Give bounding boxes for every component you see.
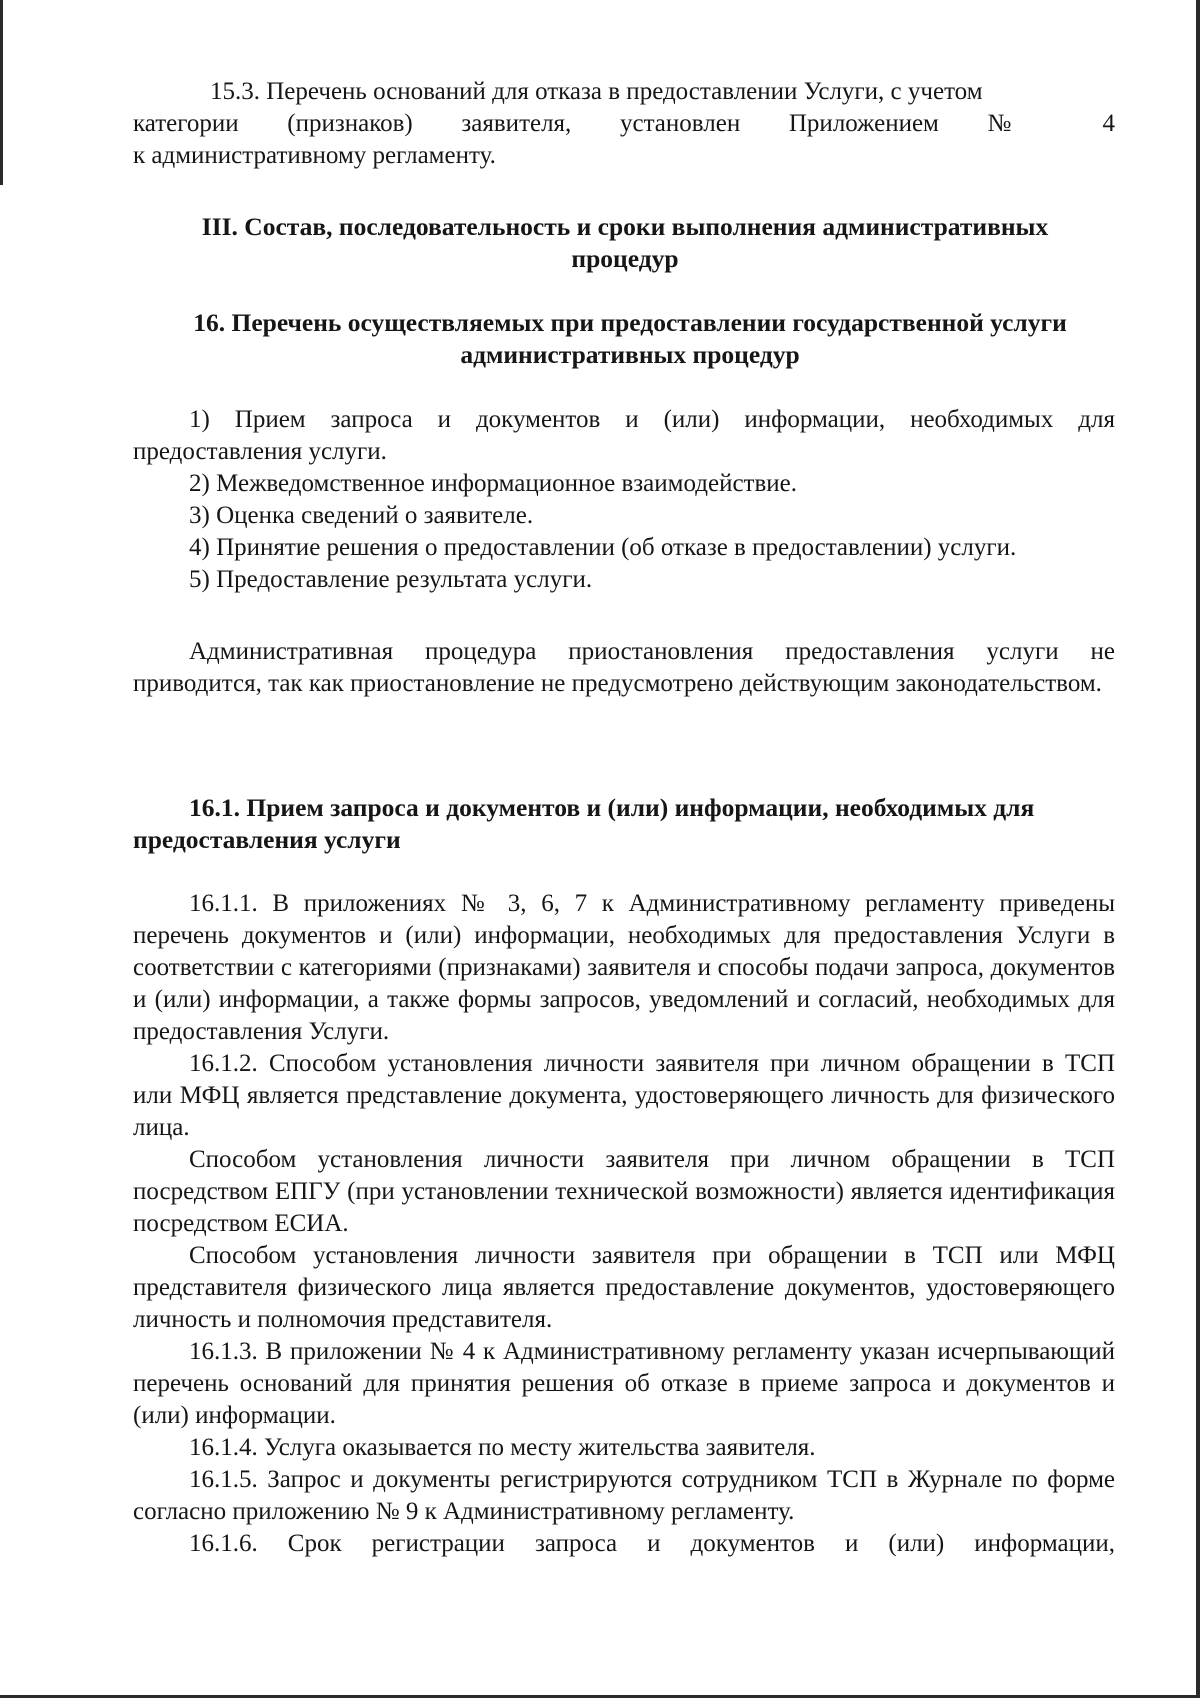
paragraph-16-1-5: 16.1.5. Запрос и документы регистрируются сотрудником ТСП в Журнале по форме согласно приложению № 9 к Административному регламенту. [133, 1466, 1115, 1525]
paragraph-16-1-2: 16.1.2. Способом установления личности заявителя при личном обращении в ТСП или МФЦ является представление документа, удостоверяющего личность для физического лица. [133, 1050, 1115, 1141]
paragraph-representative: Способом установления личности заявителя при обращении в ТСП или МФЦ представителя физического лица является предоставление документов, удостоверяющего личность и полномочия представителя. [133, 1242, 1115, 1333]
procedure-item-5: 5) Предоставление результата услуги. [189, 566, 593, 593]
section-16-heading: 16. Перечень осуществляемых при предоставлении государственной услуги административных процедур [193, 308, 1067, 369]
suspension-note: Административная процедура приостановления предоставления услуги не приводится, так как приостановление не предусмотрено действующим законодательством. [133, 638, 1115, 697]
paragraph-15-3 [133, 76, 1115, 172]
paragraph-16-1-3: 16.1.3. В приложении № 4 к Административному регламенту указан исчерпывающий перечень оснований для принятия решения об отказе в приеме запроса и документов и (или) информации. [133, 1338, 1115, 1429]
paragraph-16-1-6: 16.1.6. Срок регистрации запроса и документов и (или) информации, [189, 1530, 1115, 1557]
paragraph-15-3-line1: 15.3. Перечень оснований для отказа в предоставлении Услуги, с учетом [210, 78, 983, 105]
section-3-heading: III. Состав, последовательность и сроки выполнения административных процедур [201, 212, 1049, 273]
procedure-item-3: 3) Оценка сведений о заявителе. [189, 502, 534, 529]
paragraph-identification-epgu: Способом установления личности заявителя при личном обращении в ТСП посредством ЕПГУ (при установлении технической возможности) является идентификация посредством ЕСИА. [133, 1146, 1115, 1237]
paragraph-16-1-1: 16.1.1. В приложениях № 3, 6, 7 к Административному регламенту приведены перечень документов и (или) информации, необходимых для предоставления Услуги в соответствии с категориями (признаками) заявителя и способы подачи запроса, документов и (или) информации, а также формы запросов, уведомлений и согласий, необходимых для предоставления Услуги. [133, 890, 1115, 1045]
paragraph-16-1-4: 16.1.4. Услуга оказывается по месту жительства заявителя. [189, 1434, 816, 1461]
procedure-item-2: 2) Межведомственное информационное взаимодействие. [189, 470, 798, 497]
section-16-1-heading: 16.1. Прием запроса и документов и (или) информации, необходимых для предоставления услуги [133, 793, 1035, 854]
section-16-1-body [133, 888, 1115, 1560]
procedure-item-1: 1) Прием запроса и документов и (или) информации, необходимых для предоставления услуги. [133, 406, 1115, 465]
paragraph-15-3-line3: к административному регламенту. [133, 142, 496, 169]
paragraph-15-3-line2: категории (признаков) заявителя, установлен Приложением № 4 [133, 110, 1115, 137]
procedure-item-4: 4) Принятие решения о предоставлении (об отказе в предоставлении) услуги. [189, 534, 1017, 561]
